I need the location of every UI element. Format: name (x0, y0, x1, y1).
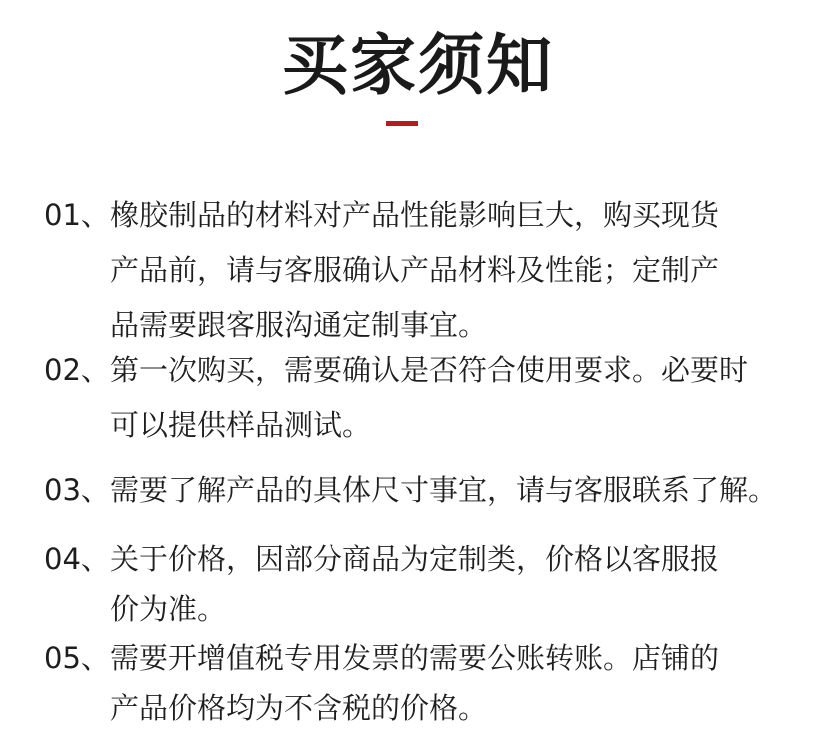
notice-number: 03、 (44, 473, 110, 507)
notice-line: 第一次购买，需要确认是否符合使用要求。必要时 (110, 353, 749, 387)
notice-line: 橡胶制品的材料对产品性能影响巨大，购买现货 (110, 198, 720, 232)
notice-number: 01、 (44, 198, 110, 232)
page-title: 买家须知 (282, 27, 554, 104)
notice-number: 04、 (44, 542, 110, 576)
notice-line: 产品前，请与客服确认产品材料及性能；定制产 (110, 253, 720, 287)
notice-line: 产品价格均为不含税的价格。 (110, 691, 488, 725)
notice-number: 05、 (44, 641, 110, 675)
notice-line: 可以提供样品测试。 (110, 408, 372, 442)
notice-line: 价为准。 (110, 592, 227, 626)
notice-line: 关于价格，因部分商品为定制类，价格以客服报 (110, 542, 720, 576)
notice-line: 需要开增值税专用发票的需要公账转账。店铺的 (110, 641, 720, 675)
notice-number: 02、 (44, 353, 110, 387)
notice-line: 品需要跟客服沟通定制事宜。 (110, 308, 488, 342)
notice-line: 需要了解产品的具体尺寸事宜，请与客服联系了解。 (110, 473, 778, 507)
